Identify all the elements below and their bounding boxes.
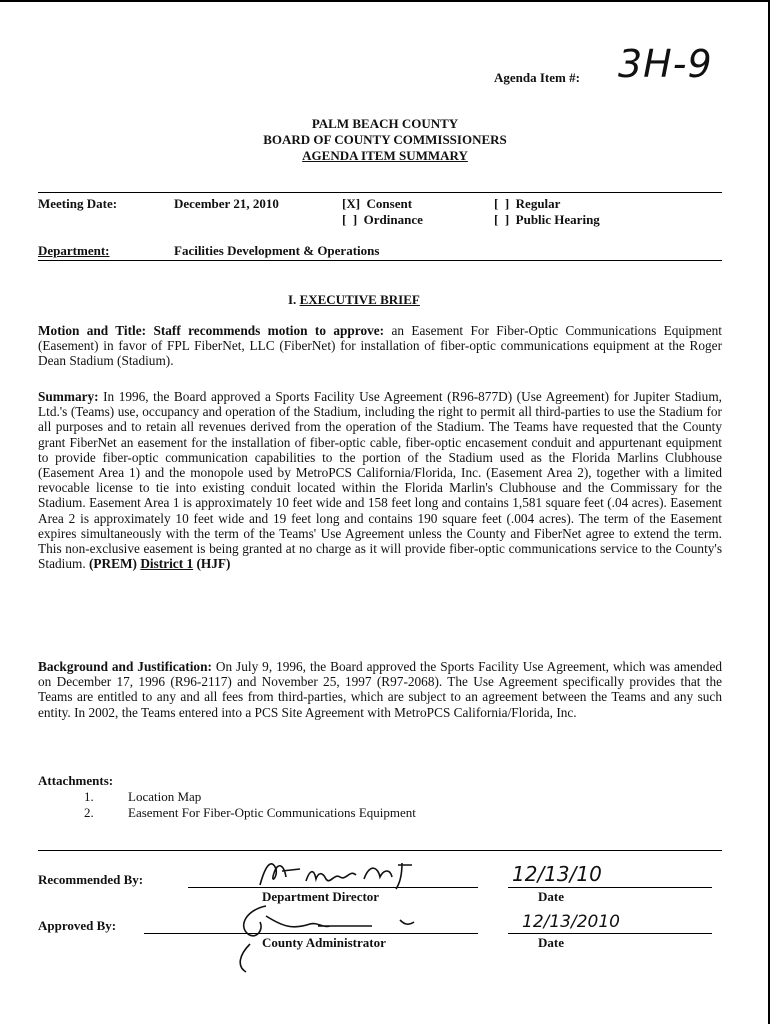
attachments-label: Attachments: <box>38 773 114 788</box>
motion-paragraph <box>38 323 722 369</box>
summary-initials: (HJF) <box>196 556 231 572</box>
section-number: I. <box>288 292 297 307</box>
meeting-date-label: Meeting Date: <box>38 196 118 211</box>
summary-text: In 1996, the Board approved a Sports Facility Use Agreement (R96-877D) (Use Agreement) for Jupiter Stadium, Ltd.'s (Teams) use, occupancy and operation of the Stadium, including the right to permit all third-parties to use the Stadium for all purposes and to retain all revenues derived from the operation of the Stadium. The Teams have requested that the County grant FiberNet an easement for the installation of fiber-optic cable, fiber-optic encasement conduit and appurtenant equipment to provide fiber-optic communication capabilities to the portion of the Stadium used as the Florida Marlins Clubhouse (Easement Area 1) and the monopole used by MetroPCS California/Florida, Inc. (Easement Area 2), together with a limited revocable license to tie into existing conduit located within the Florida Marlin's Clubhouse and the Commissary for the Stadium. Easement Area 1 is approximately 10 feet wide and 158 feet long and contains 1,581 square feet (.04 acres). Easement Area 2 is approximately 10 feet wide and 19 feet long and contains 190 square feet (.004 acres). The term of the Easement expires simultaneously with the term of the Teams' Use Agreement unless the County and FiberNet agree to extend the term. This non-exclusive easement is being granted at no charge as it will provide fiber-optic communications service to the County's Stadium. <box>38 389 722 572</box>
approved-date: 12/13/2010 <box>522 912 620 932</box>
department-value: Facilities Development & Operations <box>174 243 380 258</box>
approved-date-label: Date <box>538 935 564 950</box>
attachment-2-num: 2. <box>84 805 94 820</box>
ordinance-checkbox: [ ] Ordinance <box>342 212 423 227</box>
doc-title-text: AGENDA ITEM SUMMARY <box>302 148 468 163</box>
summary-paragraph <box>38 389 722 571</box>
scan-border-top <box>0 0 770 2</box>
agenda-item-label: Agenda Item #: <box>494 70 580 85</box>
approved-signature <box>222 886 442 976</box>
department-rule <box>38 260 722 261</box>
consent-checkbox: [X] Consent <box>342 196 413 211</box>
background-lead: Background and Justification: <box>38 659 212 674</box>
regular-checkbox: [ ] Regular <box>494 196 561 211</box>
summary-lead: Summary: <box>38 389 99 404</box>
county-administrator-role: County Administrator <box>262 935 386 950</box>
org-line-1: PALM BEACH COUNTY <box>311 116 459 131</box>
org-line-2: BOARD OF COUNTY COMMISSIONERS <box>263 132 507 147</box>
meeting-rule <box>38 192 722 193</box>
signature-rule <box>38 850 722 851</box>
motion-lead: Motion and Title: Staff recommends motion to approve: <box>38 323 385 338</box>
summary-district: District 1 <box>140 556 194 572</box>
recommended-date-label: Date <box>538 889 564 904</box>
motion-text: an Easement For Fiber-Optic Communications Equipment (Easement) in favor of FPL FiberNet, LLC (FiberNet) for installation of fiber-optic communications equipment at the Roger Dean Stadium (Stadium). <box>38 323 723 369</box>
recommended-date-line <box>508 887 712 888</box>
recommended-date: 12/13/10 <box>512 862 602 886</box>
section-title: EXECUTIVE BRIEF <box>299 292 420 307</box>
department-director-role: Department Director <box>262 889 380 904</box>
approved-date-line <box>508 933 712 934</box>
attachment-1-num: 1. <box>84 789 94 804</box>
department-label-text: Department: <box>38 243 110 258</box>
attachment-1-text: Location Map <box>128 789 202 804</box>
approved-label: Approved By: <box>38 918 117 933</box>
summary-prem: (PREM) <box>88 556 137 572</box>
recommended-label: Recommended By: <box>38 872 144 887</box>
doc-title <box>0 148 770 164</box>
department-label <box>38 243 109 259</box>
attachment-2-text: Easement For Fiber-Optic Communications Equipment <box>128 805 416 820</box>
meeting-date-value: December 21, 2010 <box>174 196 279 211</box>
agenda-item-number: 3H-9 <box>618 42 713 86</box>
background-paragraph <box>38 659 722 720</box>
background-text: On July 9, 1996, the Board approved the Sports Facility Use Agreement, which was amended on December 17, 1996 (R96-2117) and November 25, 1997 (R97-2068). The Use Agreement specifically provides that the Teams are entitled to any and all fees from third-parties, which are subject to an agreement between the Teams and any such entity. In 2002, the Teams entered into a PCS Site Agreement with MetroPCS California/Florida, Inc. <box>38 659 723 720</box>
section-heading <box>288 292 420 308</box>
public-hearing-checkbox: [ ] Public Hearing <box>494 212 600 227</box>
